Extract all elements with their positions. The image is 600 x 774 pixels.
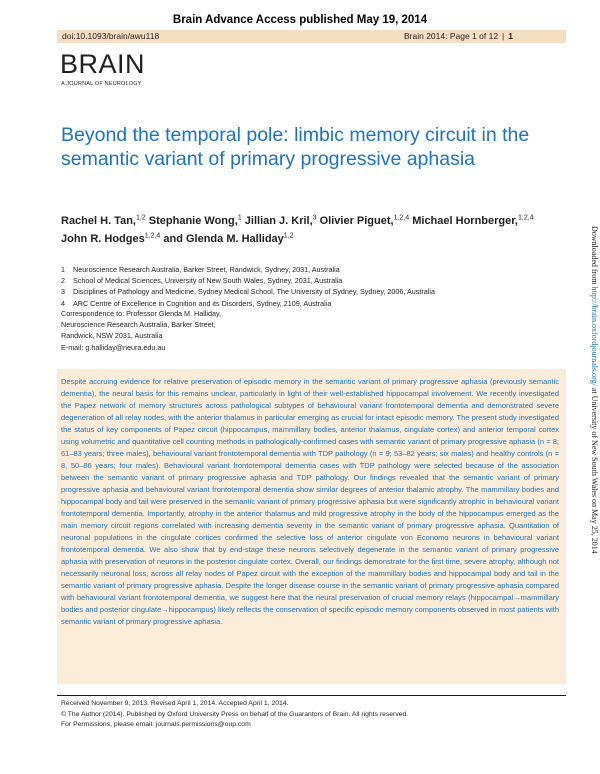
affiliation-item: 2 School of Medical Sciences, University of New South Wales, Sydney, 2031, Australia [61, 276, 343, 286]
copyright-notice: © The Author (2014). Published by Oxford University Press on behalf of the Guarantors of Brain. All rights reserved. [61, 710, 409, 718]
page-number: 1 [508, 31, 513, 41]
article-title: Beyond the temporal pole: limbic memory circuit in the semantic variant of primary progressive aphasia [61, 124, 530, 170]
affiliation-item: 1 Neuroscience Research Australia, Barker Street, Randwick, Sydney, 2031, Australia [61, 265, 340, 274]
author-list [61, 210, 561, 247]
abstract-text: Despite accruing evidence for relative preservation of episodic memory in the semantic variant of primary progressive aphasia (previously semantic dementia), the neural basis for this remains unclear, particularly in light of their well-established hippocampal involvement. We recently investigated the Papez network of memory structures across pathological subtypes of behavioural variant frontotemporal dementia and demonstrated severe degeneration of all relay nodes, with the anterior thalamus in particular emerging as crucial for intact episodic memory. The present study investigated the status of key components of Papez circuit (hippocampus, mammillary bodies, anterior thalamus, cingulate cortex) and anterior temporal cortex using volumetric and quantitative cell counting methods in pathologically-confirmed cases with semantic variant of primary progressive aphasia (n = 8; 61–83 years; three males), behavioural variant frontotemporal dementia with TDP pathology (n = 9; 53–82 years; six males) and healthy controls (n = 8, 50–86 years; four males). Behavioural variant frontotemporal dementia cases with TDP pathology were selected because of the association between the semantic variant of primary progressive aphasia and TDP pathology. Our findings revealed that the semantic variant of primary progressive aphasia and behavioural variant frontotemporal dementia show similar degrees of anterior thalamic atrophy. The mammillary bodies and hippocampal body and tail were preserved in the semantic variant of primary progressive aphasia but were significantly atrophic in behavioural variant frontotemporal dementia. Importantly, atrophy in the anterior thalamus and mild progressive atrophy in the body of the hippocampus emerged as the main memory circuit regions correlated with increasing dementia severity in the semantic variant of primary progressive aphasia. Quantitation of neuronal populations in the cingulate cortices confirmed the selective loss of anterior cingulate von Economo neurons in behavioural variant frontotemporal dementia. We also show that by end-stage these neurons selectively degenerate in the semantic variant of primary progressive aphasia with preservation of neurons in the posterior cingulate cortex. Overall, our findings demonstrate for the first time, severe atrophy, although not necessarily neuronal loss, across all relay nodes of Papez circuit with the exception of the mammillary bodies and hippocampal body and tail in the semantic variant of primary progressive aphasia. Despite the longer disease course in the semantic variant of primary progressive aphasia compared with behavioural variant frontotemporal dementia, we suggest here that the neural preservation of crucial memory relays (hippocampal→mammillary bodies and posterior cingulate→hippocampus) likely reflects the conservation of specific episodic memory components observed in most patients with semantic variant of primary progressive aphasia. [61, 377, 559, 627]
author: and Glenda M. Halliday$^{1,2}$ [163, 232, 294, 246]
author: Michael Hornberger,$^{1,2,4}$ [412, 214, 534, 227]
download-watermark: Downloaded from http://brain.oxfordjournals.org/ at University of New South Wales on May 25, 2014 [590, 226, 599, 554]
correspondence-email[interactable]: E-mail: g.halliday@neura.edu.au [61, 342, 166, 352]
author: Stephanie Wong,$^1$ [148, 214, 242, 227]
page-info [404, 31, 513, 41]
affiliation-item: 3 Disciplines of Pathology and Medicine, Sydney Medical School, The University of Sydney, Sydney, 2006, Australia [61, 287, 435, 297]
journal-logo: BRAIN [60, 49, 146, 79]
header-separator: | [502, 31, 505, 41]
permissions-notice: For Permissions, please email: journals.permissions@oup.com [61, 721, 251, 729]
affiliation-item: 4 ARC Centre of Excellence in Cognition and its Disorders, Sydney, 2109, Australia [61, 298, 332, 308]
doi[interactable]: doi:10.1093/brain/awu118 [62, 31, 160, 41]
correspondence: Correspondence to: Professor Glenda M. Halliday, Neuroscience Research Australia, Barker Street, Randwick, NSW 2031, Australia E-mail: g.halliday@neura.edu.au [61, 308, 361, 353]
article-footer [61, 699, 541, 731]
footer-divider [57, 695, 566, 696]
journal-subtitle: A JOURNAL OF NEUROLOGY [61, 81, 142, 87]
author: Rachel H. Tan,$^{1,2}$ [61, 214, 146, 227]
journal-page: Brain 2014: Page 1 of 12 [404, 31, 499, 41]
author: Jillian J. Kril,$^3$ [244, 214, 317, 227]
download-link[interactable]: http://brain.oxfordjournals.org/ [590, 286, 599, 386]
author: John R. Hodges$^{1,2,4}$ [61, 232, 161, 246]
affiliations [61, 264, 531, 309]
advance-access-banner: Brain Advance Access published May 19, 2014 [172, 14, 428, 26]
received-dates: Received November 9, 2013. Revised April 1, 2014. Accepted April 1, 2014. [61, 700, 289, 707]
author: Olivier Piguet,$^{1,2,4}$ [319, 214, 410, 227]
